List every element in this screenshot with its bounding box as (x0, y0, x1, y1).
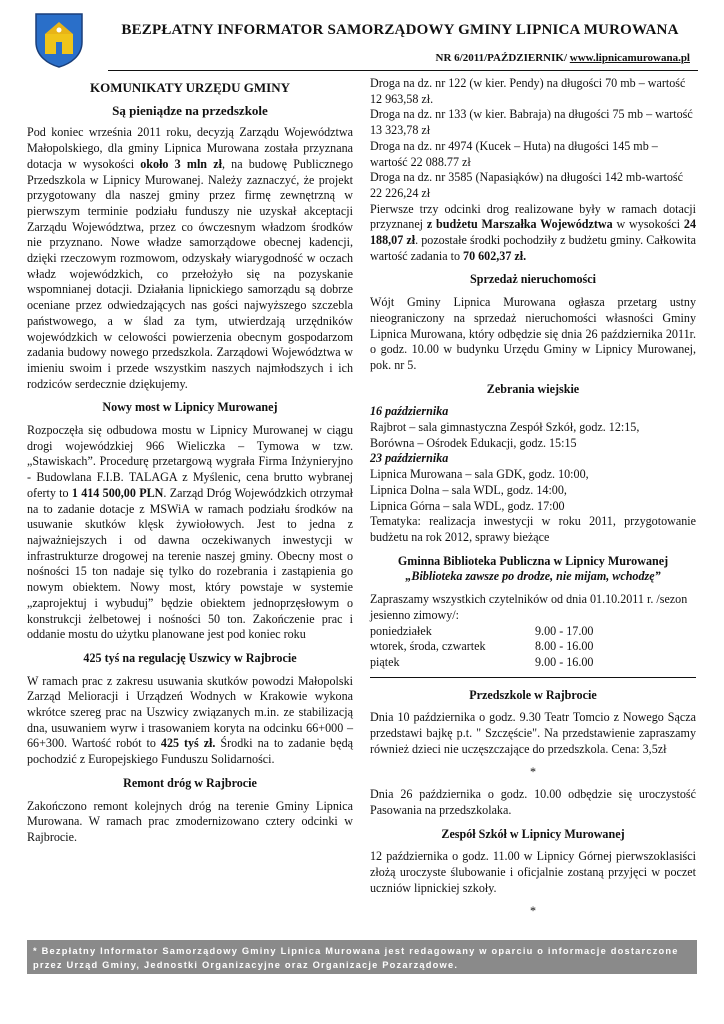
table-row (370, 655, 630, 671)
divider (370, 677, 696, 678)
meeting-item: Lipnica Murowana – sala GDK, godz. 10:00, (370, 467, 589, 482)
library-motto: „Biblioteka zawsze po drodze, nie mijam, wchodzę” (405, 569, 661, 584)
article-text-new-bridge: Rozpoczęła się odbudowa mostu w Lipnicy Murowanej w ciągu drogi wojewódzkiej 966 Wieliczka – Tymowa w tzw. „Stawiskach”. Procedurę przetargową wygrała Firma Inżynieryjno - Budowlana F.I.B. TALAGA z Myślenic, cena brutto wybranej oferty to 1 414 500,00 PLN. Zarząd Dróg Wojewódzkich otrzymał na to zadanie dotacje z MSWiA w ramach podziału środków na usuwanie skutków klęsk żywiołowych. Jest to jedna z najważniejszych i od dawna oczekiwanych inwestycji w infrastrukturze drogowej na terenie naszej gminy. Obecny most o nośności 15 ton nadaje się tylko do rozebrania i zastąpienia go nowym obiektem. Nowy most, który powstaje w systemie „zaprojektuj i wybuduj” będzie obiektem jednoprzęsłowym o konstrukcji żelbetowej i nośności 50 ton. Zakończenie prac i oddanie mostu do użytku planowane jest pod koniec roku (27, 423, 353, 642)
header-divider (108, 70, 698, 71)
article-title-new-bridge: Nowy most w Lipnicy Murowanej (102, 400, 278, 415)
article-title-kindergarten-rajbrot: Przedszkole w Rajbrocie (469, 687, 597, 702)
meeting-item: Borówna – Ośrodek Edukacji, godz. 15:15 (370, 435, 577, 450)
meetings-schedule (370, 404, 696, 545)
left-column (27, 80, 353, 854)
coat-of-arms-icon (34, 12, 84, 68)
issue-line (110, 52, 690, 64)
road-item: Droga na dz. nr 133 (w kier. Babraja) na długości 75 mb – wartość 13 323,78 zł (370, 107, 693, 138)
article-title-village-meetings: Zebrania wiejskie (486, 381, 580, 396)
hours-time: 8.00 - 16.00 (535, 639, 594, 654)
road-item: Droga na dz. nr 4974 (Kucek – Huta) na długości 145 mb – wartość 22 088.77 zł (370, 138, 658, 169)
meeting-item: Lipnica Dolna – sala WDL, godz. 14:00, (370, 482, 567, 497)
article-title-property-sale: Sprzedaż nieruchomości (470, 272, 596, 287)
article-text-kindergarten-ceremony: Dnia 26 października o godz. 10.00 odbędzie się uroczystość Pasowania na przedszkolaka. (370, 787, 696, 817)
footer-note: * Bezpłatny Informator Samorządowy Gminy Lipnica Murowana jest redagowany w oparciu o informacje dostarczone przez Urząd Gminy, Jednostki Organizacyjne oraz Organizacje Pozarządowe. (27, 940, 697, 974)
library-intro: Zapraszamy wszystkich czytelników od dnia 01.10.2011 r. /sezon jesienno zimowy/: (370, 592, 688, 622)
article-text-property-sale: Wójt Gminy Lipnica Murowana ogłasza przetarg ustny nieograniczony na sprzedaż nieruchomości własności Gminy Lipnica Murowana, który odbędzie się dnia 26 października 2011r. o godz. 10.00 w budynku Urzędu Gminy w Lipnicy Murowanej, pok. nr 5. (370, 295, 696, 372)
article-text-kindergarten-funds: Pod koniec września 2011 roku, decyzją Zarządu Województwa Małopolskiego, dla gminy Lipnica Murowana została przyznana dotacja w wysokości około 3 mln zł, na budowę Publicznego Przedszkola w Lipnicy Murowanej. Należy zaznaczyć, że projekt przygotowany dla naszej gminy przez firmę zewnętrzną w pierwszym terminie podziału funduszy nie uzyskał akceptacji Zarządu Województwa, przez co ówczesnym władzom środków nie przyznano. Nowe władze samorządowe obecnej kadencji, dzięki rzeczowym rozmowom, odzyskały wiarygodność w oczach władz wojewódzkich, co przełożyło się na pozyskanie wspomnianej dotacji. Działania lipnickiego samorządu są dobrze oceniane przez odwiedzających nas gości najwyższego szczebla państwowego, a w ślad za tym, utwierdzają urzędników wojewódzkich w celowości powierzenia obecnym gospodarzom zadania budowy nowego przedszkola. Zarządowi Województwa w imieniu swoim i przede wszystkim naszych najmłodszych i ich rodziców serdecznie dziękujemy. (27, 125, 353, 391)
table-row (370, 624, 630, 640)
issue-number: NR 6/2011/PAŹDZIERNIK/ (435, 52, 570, 64)
article-title-uszwica-regulation: 425 tyś na regulację Uszwicy w Rajbrocie (83, 650, 297, 665)
section-heading: KOMUNIKATY URZĘDU GMINY (89, 80, 291, 95)
masthead (0, 0, 724, 76)
table-row (370, 639, 630, 655)
article-title-school: Zespół Szkół w Lipnicy Murowanej (441, 826, 625, 841)
article-text-school: 12 października o godz. 11.00 w Lipnicy Górnej pierwszoklasiści złożą uroczyste ślubowanie i oficjalnie zostaną przyjęci w poczet uczniów lipnickiej szkoły. (370, 849, 696, 895)
meeting-topic: Tematyka: realizacja inwestycji w roku 2011, przygotowanie budżetu na rok 2012, sprawy bieżące (370, 514, 696, 544)
article-text-road-repair: Zakończono remont kolejnych dróg na terenie Gminy Lipnica Murowana. W ramach prac zmodernizowano cztery odcinki w Rajbrocie. (27, 798, 353, 844)
article-text-uszwica-regulation: W ramach prac z zakresu usuwania skutków powodzi Małopolski Zarząd Melioracji i Urządzeń Wodnych w Krakowie wykona wkrótce szereg prac na Uszwicy związanych m.in. ze stabilizacją dna, usuwaniem wyrw i trasowaniem koryta na odcinku 66+000 – 66+300. Wartość robót to 425 tyś zł. Środki na to zadanie będą pochodzić z Europejskiego Funduszu Solidarności. (27, 673, 353, 767)
meeting-date: 23 października (370, 451, 449, 466)
meeting-item: Lipnica Górna – sala WDL, godz. 17:00 (370, 498, 565, 513)
hours-time: 9.00 - 16.00 (535, 654, 594, 669)
meeting-item: Rajbrot – sala gimnastyczna Zespół Szkół, godz. 12:15, (370, 420, 640, 435)
article-title-kindergarten-funds: Są pieniądze na przedszkole (112, 102, 268, 118)
article-title-road-repair: Remont dróg w Rajbrocie (123, 775, 257, 790)
website-link[interactable]: www.lipnicamurowana.pl (569, 52, 690, 64)
meeting-date: 16 października (370, 404, 449, 419)
hours-time: 9.00 - 17.00 (535, 623, 594, 638)
road-list (370, 76, 696, 202)
road-item: Droga na dz. nr 3585 (Napasiąków) na długości 142 mb-wartość 22 226,24 zł (370, 170, 684, 200)
road-funding-text: Pierwsze trzy odcinki drog realizowane były w ramach dotacji przyznanej z budżetu Marszałka Województwa w wysokości 24 188,07 zł. pozostałe środki pochodziły z budżetu gminy. Całkowita wartość zadania to 70 602,37 zł. (370, 201, 696, 263)
article-text-kindergarten-rajbrot: Dnia 10 października o godz. 9.30 Teatr Tomcio z Nowego Sącza przedstawi bajkę p.t. " Szczęście". Na przedstawienie zapraszamy również dzieci nie uczęszczające do przedszkola. Cena: 3,5zł (370, 710, 696, 756)
hours-day: piątek (370, 654, 400, 669)
right-column (370, 76, 696, 926)
article-title-library: Gminna Biblioteka Publiczna w Lipnicy Murowanej (397, 553, 669, 568)
separator-star: * (529, 904, 537, 919)
road-item: Droga na dz. nr 122 (w kier. Pendy) na długości 70 mb – wartość 12 963,58 zł. (370, 76, 686, 106)
library-hours-table (370, 624, 630, 671)
separator-star: * (529, 765, 537, 780)
hours-day: wtorek, środa, czwartek (370, 639, 486, 654)
newsletter-title: BEZPŁATNY INFORMATOR SAMORZĄDOWY GMINY LIPNICA MUROWANA (121, 22, 679, 38)
hours-day: poniedziałek (370, 623, 432, 638)
